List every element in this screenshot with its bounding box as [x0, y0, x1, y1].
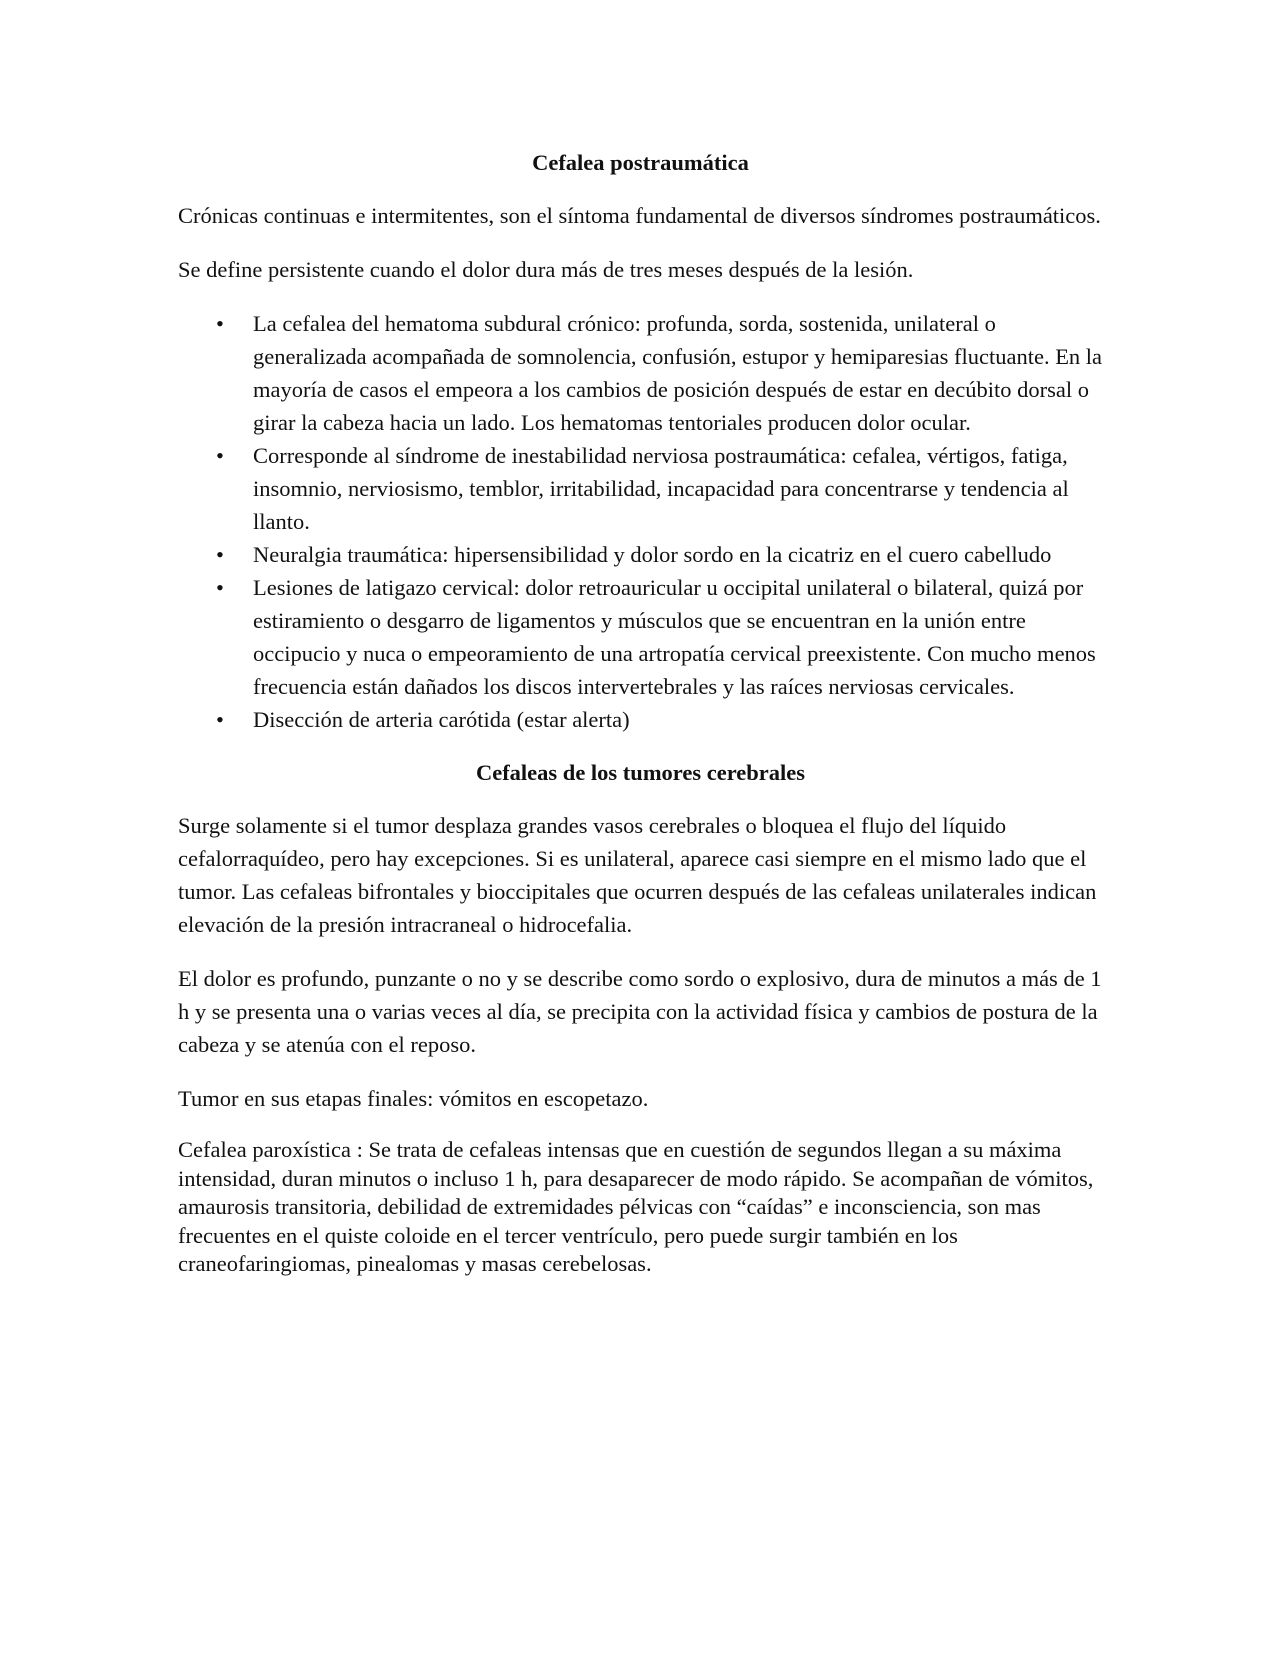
list-item	[216, 571, 1103, 703]
paragraph-persistente: Se define persistente cuando el dolor dura más de tres meses después de la lesión.	[178, 257, 914, 282]
paragraph-tumor-final: Tumor en sus etapas finales: vómitos en escopetazo.	[178, 1086, 649, 1111]
bullet-icon: •	[216, 575, 224, 600]
list-item-text: Neuralgia traumática: hipersensibilidad y dolor sordo en la cicatriz en el cuero cabelludo	[253, 542, 1052, 567]
list-item-text: Corresponde al síndrome de inestabilidad nerviosa postraumática: cefalea, vértigos, fatiga, insomnio, nerviosismo, temblor, irritabilidad, incapacidad para concentrarse y tendencia al llanto.	[253, 443, 1069, 534]
list-item-text: Lesiones de latigazo cervical: dolor retroauricular u occipital unilateral o bilateral, quizá por estiramiento o desgarro de ligamentos y músculos que se encuentran en la unión entre occipucio y nuca o empeoramiento de una artropatía cervical preexistente. Con mucho menos frecuencia están dañados los discos intervertebrales y las raíces nerviosas cervicales.	[253, 575, 1096, 699]
list-item	[216, 439, 1103, 538]
section-title-tumores: Cefaleas de los tumores cerebrales	[475, 760, 806, 785]
bullet-icon: •	[216, 707, 224, 732]
paragraph-paroxistica: Cefalea paroxística : Se trata de cefaleas intensas que en cuestión de segundos llegan a su máxima intensidad, duran minutos o incluso 1 h, para desaparecer de modo rápido. Se acompañan de vómitos, amaurosis transitoria, debilidad de extremidades pélvicas con “caídas” e inconsciencia, son mas frecuentes en el quiste coloide en el tercer ventrículo, pero puede surgir también en los craneofaringiomas, pinealomas y masas cerebelosas.	[178, 1137, 1094, 1276]
paragraph-surge: Surge solamente si el tumor desplaza grandes vasos cerebrales o bloquea el flujo del líquido cefalorraquídeo, pero hay excepciones. Si es unilateral, aparece casi siempre en el mismo lado que el tumor. Las cefaleas bifrontales y bioccipitales que ocurren después de las cefaleas unilaterales indican elevación de la presión intracraneal o hidrocefalia.	[178, 813, 1097, 937]
list-item	[216, 538, 1103, 571]
section-title-postraumatica: Cefalea postraumática	[532, 150, 749, 175]
document-body	[178, 146, 1103, 1300]
paragraph-cronicas: Crónicas continuas e intermitentes, son el síntoma fundamental de diversos síndromes postraumáticos.	[178, 203, 1101, 228]
bullet-icon: •	[216, 311, 224, 336]
bullet-icon: •	[216, 443, 224, 468]
paragraph-dolor: El dolor es profundo, punzante o no y se describe como sordo o explosivo, dura de minutos a más de 1 h y se presenta una o varias veces al día, se precipita con la actividad física y cambios de postura de la cabeza y se atenúa con el reposo.	[178, 966, 1102, 1057]
list-item	[216, 307, 1103, 439]
list-item	[216, 703, 1103, 736]
list-item-text: Disección de arteria carótida (estar alerta)	[253, 707, 630, 732]
bullet-icon: •	[216, 542, 224, 567]
bullet-list	[178, 307, 1103, 736]
list-item-text: La cefalea del hematoma subdural crónico: profunda, sorda, sostenida, unilateral o generalizada acompañada de somnolencia, confusión, estupor y hemiparesias fluctuante. En la mayoría de casos el empeora a los cambios de posición después de estar en decúbito dorsal o girar la cabeza hacia un lado. Los hematomas tentoriales producen dolor ocular.	[253, 311, 1103, 435]
